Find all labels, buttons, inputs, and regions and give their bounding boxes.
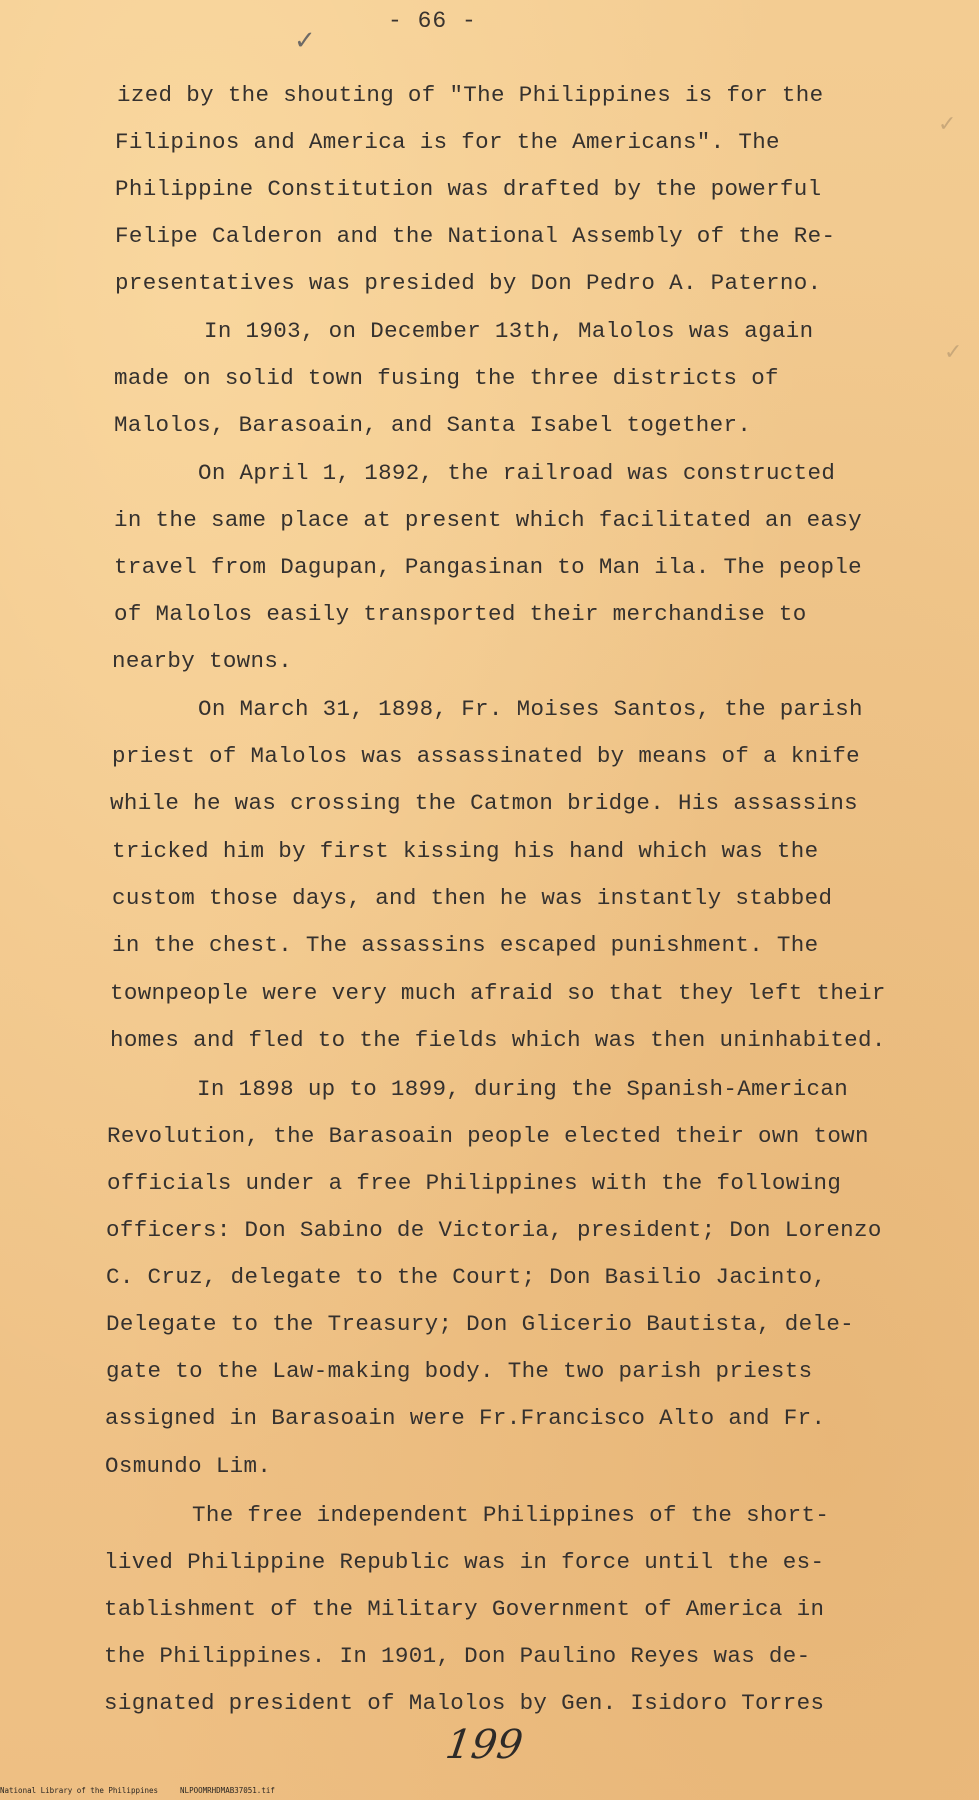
text-line: In 1903, on December 13th, Malolos was again: [204, 318, 814, 344]
margin-check-mark-icon: ✓: [944, 340, 963, 365]
archive-footer: [0, 1786, 275, 1795]
text-line: ized by the shouting of "The Philippines is for the: [117, 82, 824, 108]
text-line: homes and fled to the fields which was then uninhabited.: [110, 1027, 886, 1053]
text-line: priest of Malolos was assassinated by means of a knife: [112, 743, 861, 769]
text-line: Delegate to the Treasury; Don Glicerio Bautista, dele-: [106, 1311, 855, 1337]
text-line: On March 31, 1898, Fr. Moises Santos, the parish: [198, 696, 863, 722]
text-line: Felipe Calderon and the National Assembly of the Re-: [115, 223, 836, 249]
text-line: Philippine Constitution was drafted by the powerful: [115, 176, 822, 202]
text-line: the Philippines. In 1901, Don Paulino Reyes was de-: [104, 1643, 811, 1669]
text-line: assigned in Barasoain were Fr.Francisco Alto and Fr.: [105, 1405, 826, 1431]
text-line: The free independent Philippines of the short-: [192, 1502, 830, 1528]
text-line: officials under a free Philippines with the following: [107, 1170, 842, 1196]
text-line: travel from Dagupan, Pangasinan to Man ila. The people: [114, 554, 863, 580]
text-line: custom those days, and then he was instantly stabbed: [112, 885, 833, 911]
text-line: in the same place at present which facilitated an easy: [114, 507, 863, 533]
text-line: On April 1, 1892, the railroad was constructed: [198, 460, 836, 486]
text-line: tablishment of the Military Government of America in: [104, 1596, 825, 1622]
text-line: Filipinos and America is for the Americans". The: [115, 129, 780, 155]
archive-institution: National Library of the Philippines: [0, 1786, 159, 1795]
text-line: of Malolos easily transported their merchandise to: [114, 601, 807, 627]
text-line: tricked him by first kissing his hand which was the: [112, 838, 819, 864]
archive-filename: NLPOOMRHDMAB37051.tif: [180, 1786, 275, 1795]
text-line: Osmundo Lim.: [105, 1453, 272, 1479]
text-line: gate to the Law-making body. The two parish priests: [106, 1358, 813, 1384]
text-line: made on solid town fusing the three districts of: [114, 365, 779, 391]
handwritten-page-number: 199: [442, 1722, 526, 1768]
text-line: C. Cruz, delegate to the Court; Don Basilio Jacinto,: [106, 1264, 827, 1290]
check-mark-icon: ✓: [294, 26, 316, 56]
text-line: lived Philippine Republic was in force until the es-: [104, 1549, 825, 1575]
margin-check-mark-icon: ✓: [938, 112, 957, 137]
text-line: signated president of Malolos by Gen. Isidoro Torres: [104, 1690, 825, 1716]
text-line: officers: Don Sabino de Victoria, president; Don Lorenzo: [106, 1217, 882, 1243]
text-line: Revolution, the Barasoain people elected their own town: [107, 1123, 869, 1149]
text-line: Malolos, Barasoain, and Santa Isabel together.: [114, 412, 752, 438]
text-line: townpeople were very much afraid so that they left their: [110, 980, 886, 1006]
text-line: while he was crossing the Catmon bridge. His assassins: [110, 790, 859, 816]
text-line: nearby towns.: [112, 648, 293, 674]
text-line: in the chest. The assassins escaped punishment. The: [112, 932, 819, 958]
page-number: - 66 -: [388, 8, 477, 34]
text-line: presentatives was presided by Don Pedro A. Paterno.: [115, 270, 822, 296]
text-line: In 1898 up to 1899, during the Spanish-American: [197, 1076, 849, 1102]
